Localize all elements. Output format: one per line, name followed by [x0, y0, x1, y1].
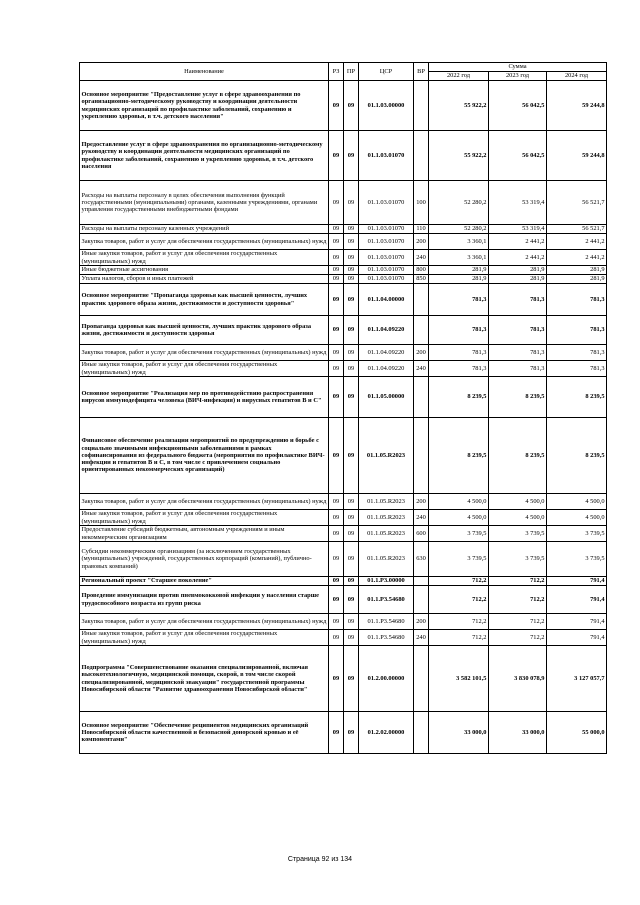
cell-sum-2023: 281,9	[489, 275, 547, 284]
cell-rz: 09	[329, 494, 344, 510]
cell-sum-2023: 3 739,5	[489, 526, 547, 542]
cell-pr: 09	[344, 266, 359, 275]
cell-vr: 850	[414, 275, 429, 284]
cell-sum-2022: 712,2	[429, 630, 489, 646]
cell-csr: 01.1.03.01070	[359, 275, 414, 284]
cell-csr: 01.2.02.00000	[359, 712, 414, 754]
cell-sum-2022: 3 582 101,5	[429, 646, 489, 712]
cell-vr: 240	[414, 630, 429, 646]
cell-name: Основное мероприятие "Обеспечение реципиентов медицинских организаций Новосибирской области качественной и безопасной донорской кровью и её компонентами"	[80, 712, 329, 754]
cell-sum-2023: 781,3	[489, 361, 547, 377]
cell-pr: 09	[344, 275, 359, 284]
cell-csr: 01.1.P3.00000	[359, 577, 414, 586]
cell-sum-2022: 3 739,5	[429, 542, 489, 577]
cell-name: Иные закупки товаров, работ и услуг для обеспечения государственных (муниципальных) нужд	[80, 250, 329, 266]
cell-name: Основное мероприятие "Предоставление услуг в сфере здравоохранения по организационно-методическому руководству и координации деятельности медицинских организаций по профилактике заболеваний, сохранению и укреплению здоровья, в т.ч. детского населения"	[80, 81, 329, 131]
cell-name: Иные закупки товаров, работ и услуг для обеспечения государственных (муниципальных) нужд	[80, 361, 329, 377]
table-row	[80, 81, 607, 131]
cell-name: Финансовое обеспечение реализации мероприятий по предупреждению и борьбе с социально значимыми инфекционными заболеваниями в рамках софинансирования из федерального бюджета (мероприятия по профилактике ВИЧ-инфекции и гепатитов В и С, в том числе с привлечением социально ориентированных некоммерческих организаций)	[80, 418, 329, 494]
cell-csr: 01.1.05.R2023	[359, 494, 414, 510]
cell-sum-2023: 8 239,5	[489, 418, 547, 494]
cell-vr: 200	[414, 234, 429, 250]
cell-vr: 240	[414, 510, 429, 526]
table-row	[80, 345, 607, 361]
cell-name: Проведение иммунизации против пневмококковой инфекции у населения старше трудоспособного возраста из групп риска	[80, 586, 329, 614]
cell-vr	[414, 377, 429, 418]
cell-sum-2024: 791,4	[547, 586, 607, 614]
cell-vr	[414, 646, 429, 712]
cell-sum-2024: 56 521,7	[547, 181, 607, 225]
cell-sum-2022: 52 280,2	[429, 225, 489, 234]
cell-csr: 01.1.05.00000	[359, 377, 414, 418]
cell-rz: 09	[329, 361, 344, 377]
cell-rz: 09	[329, 712, 344, 754]
cell-rz: 09	[329, 526, 344, 542]
cell-sum-2022: 33 000,0	[429, 712, 489, 754]
cell-csr: 01.1.04.09220	[359, 316, 414, 345]
cell-csr: 01.1.P3.54680	[359, 630, 414, 646]
cell-name: Закупка товаров, работ и услуг для обеспечения государственных (муниципальных) нужд	[80, 234, 329, 250]
cell-name: Расходы на выплаты персоналу казенных учреждений	[80, 225, 329, 234]
cell-sum-2023: 781,3	[489, 316, 547, 345]
cell-rz: 09	[329, 510, 344, 526]
cell-sum-2024: 4 500,0	[547, 494, 607, 510]
cell-rz: 09	[329, 542, 344, 577]
cell-sum-2023: 281,9	[489, 266, 547, 275]
cell-sum-2024: 781,3	[547, 316, 607, 345]
cell-name: Закупка товаров, работ и услуг для обеспечения государственных (муниципальных) нужд	[80, 494, 329, 510]
cell-rz: 09	[329, 250, 344, 266]
cell-csr: 01.1.P3.54680	[359, 586, 414, 614]
cell-sum-2023: 2 441,2	[489, 250, 547, 266]
cell-rz: 09	[329, 181, 344, 225]
cell-csr: 01.1.05.R2023	[359, 510, 414, 526]
cell-csr: 01.1.03.01070	[359, 250, 414, 266]
cell-pr: 09	[344, 361, 359, 377]
cell-sum-2023: 53 319,4	[489, 181, 547, 225]
cell-rz: 09	[329, 630, 344, 646]
cell-vr	[414, 418, 429, 494]
cell-pr: 09	[344, 586, 359, 614]
cell-sum-2024: 8 239,5	[547, 377, 607, 418]
cell-sum-2023: 712,2	[489, 614, 547, 630]
header-pr: ПР	[344, 63, 359, 81]
cell-vr	[414, 316, 429, 345]
table-row	[80, 275, 607, 284]
cell-sum-2022: 55 922,2	[429, 131, 489, 181]
header-csr: ЦСР	[359, 63, 414, 81]
cell-vr: 630	[414, 542, 429, 577]
cell-sum-2024: 2 441,2	[547, 234, 607, 250]
cell-pr: 09	[344, 494, 359, 510]
table-row	[80, 131, 607, 181]
cell-sum-2024: 281,9	[547, 266, 607, 275]
cell-sum-2024: 56 521,7	[547, 225, 607, 234]
cell-name: Пропаганда здоровья как высшей ценности, лучших практик здорового образа жизни, достижимости и доступности здоровья	[80, 316, 329, 345]
cell-sum-2022: 3 360,1	[429, 250, 489, 266]
header-name: Наименование	[80, 63, 329, 81]
cell-sum-2024: 281,9	[547, 275, 607, 284]
cell-pr: 09	[344, 316, 359, 345]
cell-pr: 09	[344, 577, 359, 586]
cell-sum-2023: 53 319,4	[489, 225, 547, 234]
cell-vr	[414, 712, 429, 754]
cell-name: Иные бюджетные ассигнования	[80, 266, 329, 275]
cell-rz: 09	[329, 614, 344, 630]
cell-pr: 09	[344, 234, 359, 250]
cell-vr	[414, 586, 429, 614]
cell-rz: 09	[329, 275, 344, 284]
table-row	[80, 250, 607, 266]
cell-vr: 600	[414, 526, 429, 542]
cell-vr: 800	[414, 266, 429, 275]
cell-csr: 01.1.05.R2023	[359, 526, 414, 542]
cell-pr: 09	[344, 712, 359, 754]
cell-pr: 09	[344, 377, 359, 418]
cell-sum-2024: 3 127 057,7	[547, 646, 607, 712]
cell-sum-2022: 781,3	[429, 361, 489, 377]
cell-pr: 09	[344, 131, 359, 181]
cell-csr: 01.2.00.00000	[359, 646, 414, 712]
cell-sum-2023: 781,3	[489, 345, 547, 361]
cell-csr: 01.1.03.00000	[359, 81, 414, 131]
cell-sum-2023: 2 441,2	[489, 234, 547, 250]
cell-sum-2024: 59 244,8	[547, 81, 607, 131]
cell-sum-2022: 52 280,2	[429, 181, 489, 225]
cell-rz: 09	[329, 377, 344, 418]
cell-pr: 09	[344, 510, 359, 526]
cell-sum-2024: 781,3	[547, 284, 607, 316]
cell-sum-2022: 281,9	[429, 266, 489, 275]
table-row	[80, 377, 607, 418]
table-row	[80, 181, 607, 225]
cell-csr: 01.1.04.09220	[359, 361, 414, 377]
cell-csr: 01.1.05.R2023	[359, 418, 414, 494]
cell-rz: 09	[329, 646, 344, 712]
table-row	[80, 712, 607, 754]
cell-rz: 09	[329, 81, 344, 131]
cell-sum-2024: 3 739,5	[547, 542, 607, 577]
cell-name: Региональный проект "Старшее поколение"	[80, 577, 329, 586]
cell-name: Субсидии некоммерческим организациям (за исключением государственных (муниципальных) учреждений, государственных корпораций (компаний), публично-правовых компаний)	[80, 542, 329, 577]
cell-sum-2023: 33 000,0	[489, 712, 547, 754]
header-year-2022: 2022 год	[429, 72, 489, 81]
cell-sum-2023: 56 042,5	[489, 131, 547, 181]
header-year-2024: 2024 год	[547, 72, 607, 81]
cell-sum-2022: 8 239,5	[429, 377, 489, 418]
cell-pr: 09	[344, 81, 359, 131]
cell-pr: 09	[344, 284, 359, 316]
cell-sum-2023: 712,2	[489, 577, 547, 586]
cell-name: Иные закупки товаров, работ и услуг для обеспечения государственных (муниципальных) нужд	[80, 510, 329, 526]
cell-vr: 240	[414, 250, 429, 266]
cell-rz: 09	[329, 131, 344, 181]
cell-sum-2024: 3 739,5	[547, 526, 607, 542]
cell-name: Уплата налогов, сборов и иных платежей	[80, 275, 329, 284]
cell-csr: 01.1.P3.54680	[359, 614, 414, 630]
table-row	[80, 510, 607, 526]
header-year-2023: 2023 год	[489, 72, 547, 81]
cell-sum-2024: 781,3	[547, 361, 607, 377]
cell-sum-2024: 791,4	[547, 614, 607, 630]
cell-rz: 09	[329, 225, 344, 234]
cell-vr: 240	[414, 361, 429, 377]
cell-name: Расходы на выплаты персоналу в целях обеспечения выполнения функций государственными (муниципальными) органами, казенными учреждениями, органами управления государственными внебюджетными фондами	[80, 181, 329, 225]
budget-table	[79, 62, 607, 754]
cell-pr: 09	[344, 345, 359, 361]
cell-name: Основное мероприятие "Пропаганда здоровья как высшей ценности, лучших практик здорового образа жизни, достижимости и доступности здоровья"	[80, 284, 329, 316]
cell-sum-2023: 712,2	[489, 586, 547, 614]
table-row	[80, 630, 607, 646]
header-vr: ВР	[414, 63, 429, 81]
cell-sum-2024: 55 000,0	[547, 712, 607, 754]
cell-sum-2023: 4 500,0	[489, 494, 547, 510]
table-row	[80, 234, 607, 250]
cell-pr: 09	[344, 250, 359, 266]
cell-pr: 09	[344, 646, 359, 712]
table-header	[80, 63, 607, 81]
cell-pr: 09	[344, 526, 359, 542]
cell-name: Предоставление субсидий бюджетным, автономным учреждениям и иным некоммерческим организациям	[80, 526, 329, 542]
cell-pr: 09	[344, 225, 359, 234]
cell-rz: 09	[329, 418, 344, 494]
cell-pr: 09	[344, 630, 359, 646]
cell-rz: 09	[329, 345, 344, 361]
cell-vr: 200	[414, 614, 429, 630]
cell-name: Закупка товаров, работ и услуг для обеспечения государственных (муниципальных) нужд	[80, 345, 329, 361]
table-body	[80, 81, 607, 754]
cell-sum-2024: 781,3	[547, 345, 607, 361]
table-row	[80, 225, 607, 234]
cell-name: Основное мероприятие "Реализация мер по противодействию распространения вирусов иммунодефицита человека (ВИЧ-инфекция) и вирусных гепатитов В и С"	[80, 377, 329, 418]
header-sum: Сумма	[429, 63, 607, 72]
cell-vr: 200	[414, 345, 429, 361]
cell-vr	[414, 81, 429, 131]
cell-rz: 09	[329, 586, 344, 614]
cell-vr	[414, 284, 429, 316]
page-footer: Страница 92 из 134	[287, 856, 353, 863]
cell-vr	[414, 131, 429, 181]
table-row	[80, 526, 607, 542]
table-row	[80, 361, 607, 377]
cell-csr: 01.1.05.R2023	[359, 542, 414, 577]
cell-name: Закупка товаров, работ и услуг для обеспечения государственных (муниципальных) нужд	[80, 614, 329, 630]
cell-sum-2024: 791,4	[547, 577, 607, 586]
cell-csr: 01.1.03.01070	[359, 131, 414, 181]
cell-rz: 09	[329, 316, 344, 345]
cell-sum-2022: 712,2	[429, 577, 489, 586]
cell-sum-2024: 59 244,8	[547, 131, 607, 181]
cell-csr: 01.1.03.01070	[359, 266, 414, 275]
cell-sum-2022: 781,3	[429, 316, 489, 345]
cell-sum-2023: 712,2	[489, 630, 547, 646]
cell-sum-2022: 781,3	[429, 345, 489, 361]
cell-csr: 01.1.03.01070	[359, 234, 414, 250]
cell-sum-2023: 3 739,5	[489, 542, 547, 577]
cell-name: Иные закупки товаров, работ и услуг для обеспечения государственных (муниципальных) нужд	[80, 630, 329, 646]
cell-sum-2024: 8 239,5	[547, 418, 607, 494]
cell-rz: 09	[329, 284, 344, 316]
cell-sum-2024: 4 500,0	[547, 510, 607, 526]
table-row	[80, 646, 607, 712]
cell-csr: 01.1.03.01070	[359, 181, 414, 225]
cell-rz: 09	[329, 577, 344, 586]
table-row	[80, 266, 607, 275]
cell-sum-2022: 712,2	[429, 614, 489, 630]
cell-sum-2024: 791,4	[547, 630, 607, 646]
cell-csr: 01.1.04.00000	[359, 284, 414, 316]
table-row	[80, 284, 607, 316]
cell-pr: 09	[344, 418, 359, 494]
table-row	[80, 418, 607, 494]
cell-sum-2022: 55 922,2	[429, 81, 489, 131]
cell-vr	[414, 577, 429, 586]
cell-rz: 09	[329, 234, 344, 250]
cell-sum-2022: 281,9	[429, 275, 489, 284]
cell-sum-2023: 56 042,5	[489, 81, 547, 131]
table-row	[80, 577, 607, 586]
cell-csr: 01.1.04.09220	[359, 345, 414, 361]
table-row	[80, 494, 607, 510]
table-row	[80, 586, 607, 614]
cell-sum-2023: 3 830 078,9	[489, 646, 547, 712]
cell-pr: 09	[344, 181, 359, 225]
cell-sum-2024: 2 441,2	[547, 250, 607, 266]
cell-sum-2022: 3 360,1	[429, 234, 489, 250]
cell-sum-2022: 3 739,5	[429, 526, 489, 542]
cell-sum-2022: 712,2	[429, 586, 489, 614]
cell-sum-2022: 4 500,0	[429, 494, 489, 510]
cell-vr: 100	[414, 181, 429, 225]
cell-vr: 110	[414, 225, 429, 234]
cell-vr: 200	[414, 494, 429, 510]
cell-csr: 01.1.03.01070	[359, 225, 414, 234]
table-row	[80, 614, 607, 630]
table-row	[80, 316, 607, 345]
cell-name: Подпрограмма "Совершенствование оказания специализированной, включая высокотехнологичную, медицинской помощи, скорой, в том числе скорой специализированной, медицинской эвакуации" государственной программы Новосибирской области "Развитие здравоохранения Новосибирской области"	[80, 646, 329, 712]
cell-sum-2022: 4 500,0	[429, 510, 489, 526]
cell-sum-2023: 4 500,0	[489, 510, 547, 526]
cell-name: Предоставление услуг в сфере здравоохранения по организационно-методическому руководству и координации деятельности медицинских организаций по профилактике заболеваний, сохранению и укреплению здоровья, в т.ч. детского населения	[80, 131, 329, 181]
cell-sum-2023: 781,3	[489, 284, 547, 316]
table-row	[80, 542, 607, 577]
cell-pr: 09	[344, 614, 359, 630]
cell-rz: 09	[329, 266, 344, 275]
cell-sum-2023: 8 239,5	[489, 377, 547, 418]
cell-pr: 09	[344, 542, 359, 577]
header-rz: РЗ	[329, 63, 344, 81]
cell-sum-2022: 8 239,5	[429, 418, 489, 494]
cell-sum-2022: 781,3	[429, 284, 489, 316]
